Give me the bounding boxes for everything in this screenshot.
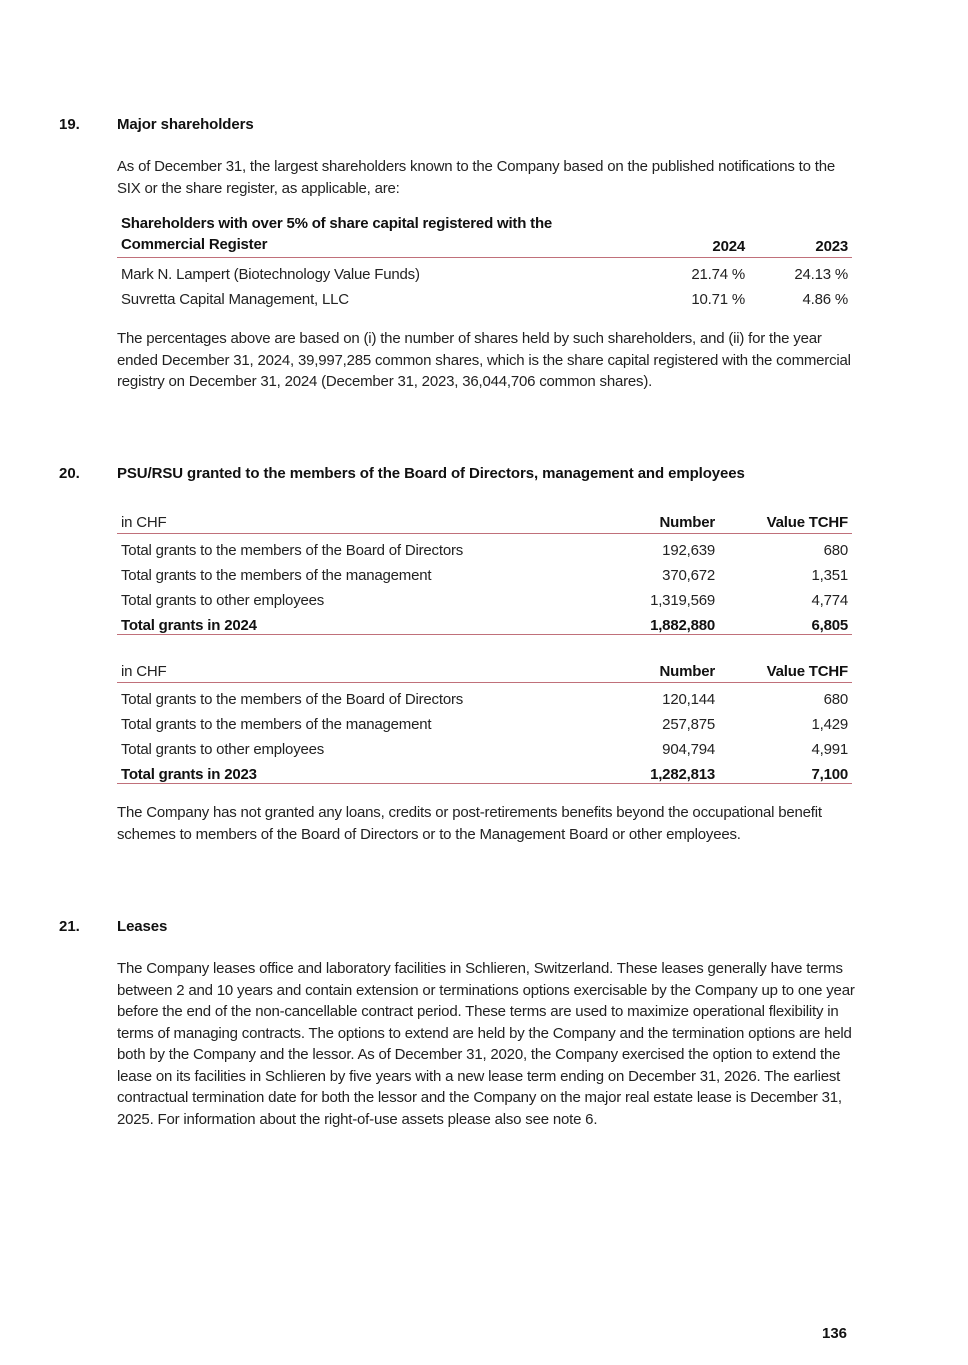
row-label: Total grants to other employees xyxy=(121,592,325,609)
row-number: 370,672 xyxy=(662,567,715,584)
unit-label: in CHF xyxy=(117,506,581,534)
table-header-row xyxy=(117,506,852,534)
shareholders-note: The percentages above are based on (i) the number of shares held by such shareholders, and (ii) for the year ended December 31, 2024, 39,997,285 common shares, which is the share capital registered with the commercial registry on December 31, 2024 (December 31, 2023, 36,044,706 common shares). xyxy=(117,330,851,390)
row-value: 4,774 xyxy=(811,592,848,609)
value-2024: 10.71 % xyxy=(691,291,745,308)
row-number: 192,639 xyxy=(662,542,715,559)
page-number: 136 xyxy=(822,1325,848,1342)
table-row xyxy=(117,733,852,758)
row-value: 680 xyxy=(823,691,848,708)
column-value: Value TCHF xyxy=(719,506,852,534)
table-row xyxy=(117,258,852,284)
row-value: 1,429 xyxy=(811,716,848,733)
section-21-heading xyxy=(0,918,968,938)
column-number: Number xyxy=(581,506,719,534)
section-title: PSU/RSU granted to the members of the Board of Directors, management and employees xyxy=(117,465,745,482)
section-number: 21. xyxy=(59,918,80,935)
table-row xyxy=(117,584,852,609)
column-number: Number xyxy=(581,655,719,683)
row-number: 257,875 xyxy=(662,716,715,733)
section-20-heading xyxy=(0,465,968,485)
column-value: Value TCHF xyxy=(719,655,852,683)
grants-2024-table xyxy=(117,506,852,635)
row-number: 904,794 xyxy=(662,741,715,758)
row-number: 120,144 xyxy=(662,691,715,708)
total-value: 7,100 xyxy=(719,758,852,784)
row-label: Total grants to the members of the Board of Directors xyxy=(121,691,464,708)
section-number: 20. xyxy=(59,465,80,482)
unit-label: in CHF xyxy=(117,655,581,683)
row-label: Total grants to the members of the Board of Directors xyxy=(121,542,464,559)
header-line-1: Shareholders with over 5% of share capital registered with the xyxy=(121,215,553,232)
table-row xyxy=(117,708,852,733)
total-label: Total grants in 2023 xyxy=(117,758,581,784)
row-value: 1,351 xyxy=(811,567,848,584)
table-header-row xyxy=(117,211,852,258)
row-value: 680 xyxy=(823,542,848,559)
column-2024: 2024 xyxy=(651,211,749,258)
total-value: 6,805 xyxy=(719,609,852,635)
total-row xyxy=(117,758,852,784)
section-title: Leases xyxy=(117,918,168,935)
shareholder-name: Mark N. Lampert (Biotechnology Value Funds) xyxy=(121,266,420,283)
table-row xyxy=(117,283,852,308)
leases-body: The Company leases office and laboratory facilities in Schlieren, Switzerland. These leases generally have terms between 2 and 10 years and contain extension or terminations options exercisable by the Company up to one year before the end of the non-cancellable contract period. These terms are used to maximize operational flexibility in terms of managing contracts. The options to extend are held by the Company and the termination options are held both by the Company and the lessor. As of December 31, 2020, the Company exercised the option to extend the lease on its facilities in Schlieren by five years with a new lease term ending on December 31, 2026. The earliest contractual termination date for both the lessor and the Company on the major real estate lease is December 31, 2025. For information about the right-of-use assets please also see note 6. xyxy=(117,960,855,1128)
shareholders-intro: As of December 31, the largest shareholders known to the Company based on the published notifications to the SIX or the share register, as applicable, are: xyxy=(117,158,836,197)
section-19-heading xyxy=(0,116,968,136)
shareholders-table xyxy=(117,211,852,308)
grants-2023-table xyxy=(117,655,852,784)
value-2023: 24.13 % xyxy=(794,266,848,283)
section-title: Major shareholders xyxy=(117,116,254,133)
table-header-row xyxy=(117,655,852,683)
header-line-2: Commercial Register xyxy=(121,236,268,253)
table-row xyxy=(117,534,852,560)
grants-note: The Company has not granted any loans, credits or post-retirements benefits beyond the occupational benefit schemes to members of the Board of Directors or to the Management Board or other employees. xyxy=(117,804,822,843)
section-number: 19. xyxy=(59,116,80,133)
value-2024: 21.74 % xyxy=(691,266,745,283)
total-row xyxy=(117,609,852,635)
total-number: 1,282,813 xyxy=(581,758,719,784)
row-value: 4,991 xyxy=(811,741,848,758)
table-row xyxy=(117,683,852,709)
column-2023: 2023 xyxy=(749,211,852,258)
row-label: Total grants to the members of the management xyxy=(121,716,432,733)
shareholders-column-header xyxy=(117,211,651,258)
value-2023: 4.86 % xyxy=(802,291,848,308)
row-number: 1,319,569 xyxy=(650,592,715,609)
total-number: 1,882,880 xyxy=(581,609,719,635)
shareholder-name: Suvretta Capital Management, LLC xyxy=(121,291,349,308)
row-label: Total grants to other employees xyxy=(121,741,325,758)
table-row xyxy=(117,559,852,584)
row-label: Total grants to the members of the management xyxy=(121,567,432,584)
total-label: Total grants in 2024 xyxy=(117,609,581,635)
